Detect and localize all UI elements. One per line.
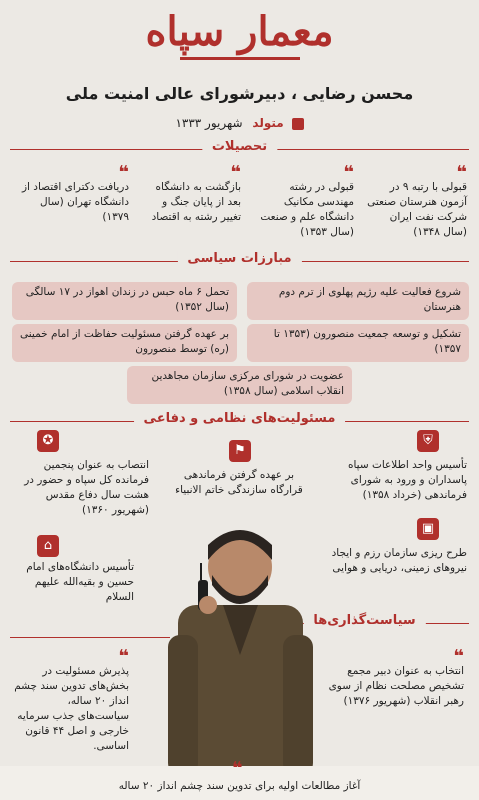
birth-info — [0, 116, 479, 130]
medal-icon: ✪ — [37, 430, 59, 452]
education-item: ❝ قبولی در رشته مهندسی مکانیک دانشگاه علم و صنعت (سال ۱۳۵۳) — [254, 166, 354, 240]
political-item: شروع فعالیت علیه رژیم پهلوی از ترم دوم هنرستان — [247, 282, 469, 320]
subtitle: محسن رضایی ، دبیرشورای عالی امنیت ملی — [65, 84, 414, 103]
political-item: عضویت در شورای مرکزی سازمان مجاهدین انقلاب اسلامی (سال ۱۳۵۸) — [127, 366, 352, 404]
section-military — [0, 410, 479, 432]
political-item: بر عهده گرفتن مسئولیت حفاظت از امام خمینی (ره) توسط منصورون — [12, 324, 237, 362]
military-item: تأسیس دانشگاه‌های امام حسین و بقیه‌الله علیهم السلام — [26, 561, 134, 603]
title-underline — [180, 57, 300, 60]
university-icon: ⌂ — [37, 535, 59, 557]
education-item: ❝ بازگشت به دانشگاه بعد از پایان جنگ و تغییر رشته به اقتصاد — [141, 166, 241, 225]
quote-icon: ❝ — [232, 758, 243, 779]
flag-icon: ⚑ — [229, 440, 251, 462]
quote-icon: ❝ — [343, 162, 354, 183]
quote-icon: ❝ — [453, 646, 464, 667]
quote-icon: ❝ — [230, 162, 241, 183]
education-item: ❝ دریافت دکترای اقتصاد از دانشگاه تهران (سال ۱۳۷۹) — [19, 166, 129, 225]
policy-item: ❝ انتخاب به عنوان دبیر مجمع تشخیص مصلحت نظام از سوی رهبر انقلاب (شهریور ۱۳۷۶) — [324, 650, 464, 709]
section-title: مبارزات سیاسی — [177, 251, 301, 266]
military-item: تأسیس واحد اطلاعات سپاه پاسداران و ورود به شورای فرماندهی (خرداد ۱۳۵۸) — [347, 459, 467, 501]
section-title: سیاست‌گذاری‌ها — [303, 613, 425, 628]
military-item: انتصاب به عنوان پنجمین فرمانده کل سپاه و حضور در هشت سال دفاع مقدس (شهریور ۱۳۶۰) — [24, 459, 149, 516]
briefcase-icon: ▣ — [417, 518, 439, 540]
section-education — [0, 138, 479, 160]
section-rule — [10, 637, 170, 638]
shield-icon: ⛨ — [417, 430, 439, 452]
quote-icon: ❝ — [456, 162, 467, 183]
bottom-strip — [0, 758, 479, 800]
page-title: معمار سپاه — [0, 8, 479, 60]
quote-icon: ❝ — [118, 162, 129, 183]
policy-item: ❝ پذیرش مسئولیت در بخش‌های تدوین سند چشم انداز ۲۰ ساله، سیاست‌های جذب سرمایه خارجی و اصل ۴۴ قانون اساسی. — [14, 646, 129, 752]
policy-item: آغاز مطالعات اولیه برای تدوین سند چشم انداز ۲۰ ساله — [118, 780, 361, 792]
military-item: بر عهده گرفتن فرماندهی قرارگاه سازندگی خاتم الانبیاء — [175, 469, 303, 496]
political-item: تحمل ۶ ماه حبس در زندان اهواز در ۱۷ سالگی (سال ۱۳۵۲) — [12, 282, 237, 320]
person-photo — [168, 505, 313, 779]
born-label: متولد — [252, 116, 284, 130]
military-item: طرح ریزی سازمان رزم و ایجاد نیروهای زمینی، دریایی و هوایی — [331, 547, 467, 574]
section-title: تحصیلات — [202, 139, 277, 154]
political-item: تشکیل و توسعه جمعیت منصورون (۱۳۵۳ تا ۱۳۵۷) — [247, 324, 469, 362]
quote-icon: ❝ — [118, 646, 129, 667]
education-item: ❝ قبولی با رتبه ۹ در آزمون هنرستان صنعتی شرکت نفت ایران (سال ۱۳۴۸) — [367, 162, 467, 238]
section-title: مسئولیت‌های نظامی و دفاعی — [134, 411, 346, 426]
born-date: شهریور ۱۳۳۳ — [175, 116, 243, 130]
calendar-icon — [292, 118, 304, 130]
section-political — [0, 250, 479, 272]
